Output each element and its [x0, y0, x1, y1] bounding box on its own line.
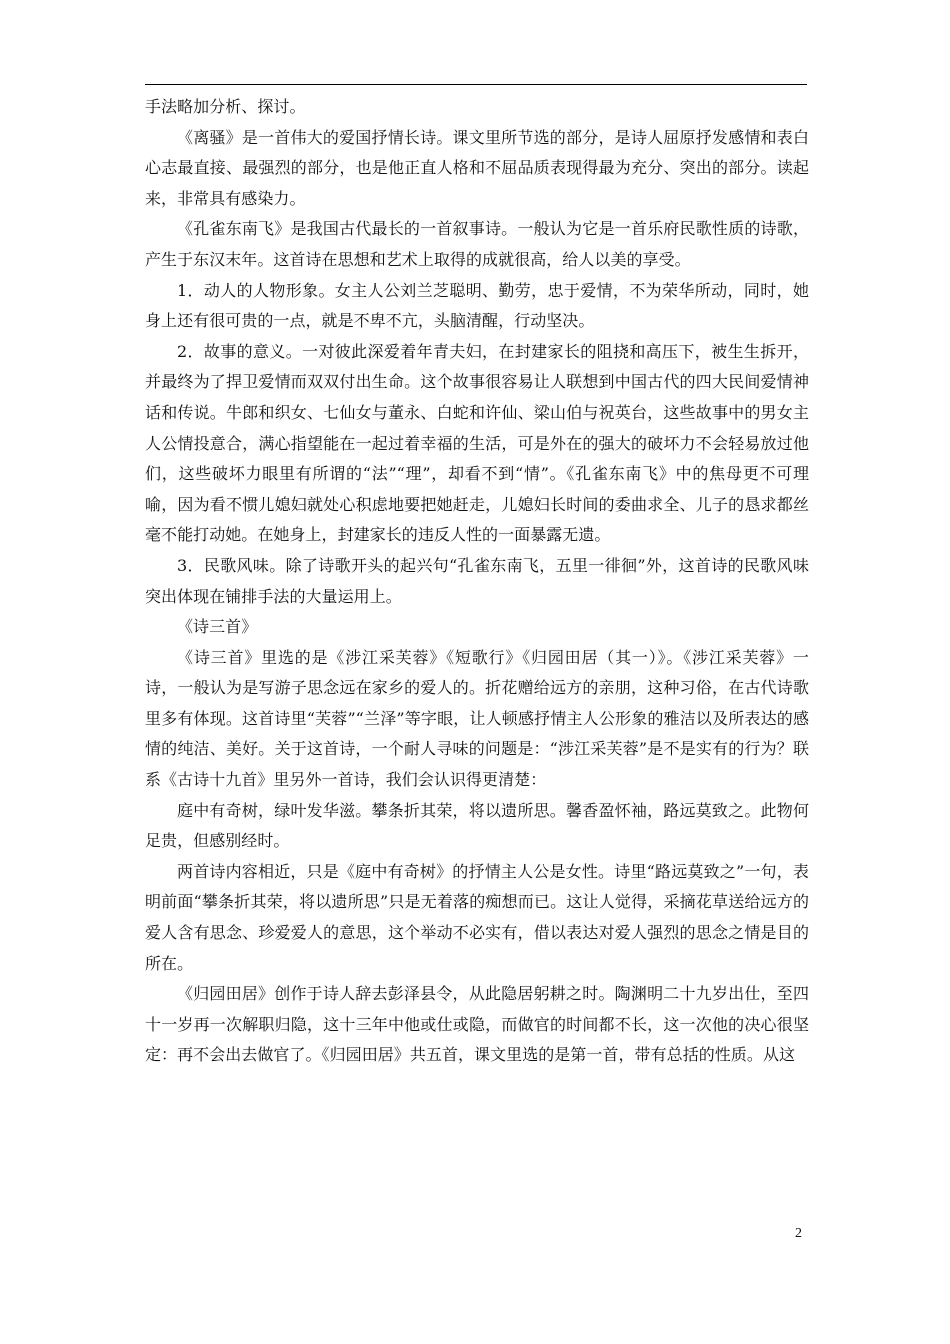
paragraph: 3．民歌风味。除了诗歌开头的起兴句“孔雀东南飞，五里一徘徊”外，这首诗的民歌风味突出体现在铺排手法的大量运用上。: [145, 555, 809, 606]
paragraph: 两首诗内容相近，只是《庭中有奇树》的抒情主人公是女性。诗里“路远莫致之”一句，表明前面“攀条折其荣，将以遗所思”只是无着落的痴想而已。这让人觉得，采摘花草送给远方的爱人含有思念、珍爱爱人的意思，这个举动不必实有，借以表达对爱人强烈的思念之情是目的所在。: [145, 861, 809, 973]
page-number: 2: [795, 1226, 802, 1241]
paragraph: 《归园田居》创作于诗人辞去彭泽县令，从此隐居躬耕之时。陶渊明二十九岁出仕，至四十一岁再一次解职归隐，这十三年中他或仕或隐，而做官的时间都不长，这一次他的决心很坚定：再不会出去做官了。《归园田居》共五首，课文里选的是第一首，带有总括的性质。从这: [145, 984, 809, 1065]
header-rule: [145, 84, 807, 85]
paragraph: 《诗三首》里选的是《涉江采芙蓉》《短歌行》《归园田居（其一）》。《涉江采芙蓉》一诗，一般认为是写游子思念远在家乡的爱人的。折花赠给远方的亲朋，这种习俗，在古代诗歌里多有体现。这首诗里“芙蓉”“兰泽”等字眼，让人顿感抒情主人公形象的雅洁以及所表达的感情的纯洁、美好。关于这首诗，一个耐人寻味的问题是：“涉江采芙蓉”是不是实有的行为？联系《古诗十九首》里另外一首诗，我们会认识得更清楚：: [145, 647, 809, 790]
paragraph: 1．动人的人物形象。女主人公刘兰芝聪明、勤劳，忠于爱情，不为荣华所动，同时，她身上还有很可贵的一点，就是不卑不亢，头脑清醒，行动坚决。: [145, 280, 809, 331]
paragraph: 手法略加分析、探讨。: [145, 97, 306, 116]
poem-quote: 庭中有奇树，绿叶发华滋。攀条折其荣，将以遗所思。馨香盈怀袖，路远莫致之。此物何足贵，但感别经时。: [145, 800, 809, 851]
paragraph: 2．故事的意义。一对彼此深爱着年青夫妇，在封建家长的阻挠和高压下，被生生拆开，并最终为了捍卫爱情而双双付出生命。这个故事很容易让人联想到中国古代的四大民间爱情神话和传说。牛郎和织女、七仙女与董永、白蛇和许仙、梁山伯与祝英台，这些故事中的男女主人公情投意合，满心指望能在一起过着幸福的生活，可是外在的强大的破坏力不会轻易放过他们，这些破坏力眼里有所谓的“法”“理”，却看不到“情”。《孔雀东南飞》中的焦母更不可理喻，因为看不惯儿媳妇就处心积虑地要把她赶走，儿媳妇长时间的委曲求全、儿子的恳求都丝毫不能打动她。在她身上，封建家长的违反人性的一面暴露无遗。: [145, 341, 809, 545]
paragraph: 《离骚》是一首伟大的爱国抒情长诗。课文里所节选的部分，是诗人屈原抒发感情和表白心志最直接、最强烈的部分，也是他正直人格和不屈品质表现得最为充分、突出的部分。读起来，非常具有感染力。: [145, 127, 809, 208]
paragraph: 《孔雀东南飞》是我国古代最长的一首叙事诗。一般认为它是一首乐府民歌性质的诗歌，产生于东汉末年。这首诗在思想和艺术上取得的成就很高，给人以美的享受。: [145, 219, 809, 269]
section-heading: 《诗三首》: [177, 617, 258, 637]
document-body: [145, 92, 809, 1071]
